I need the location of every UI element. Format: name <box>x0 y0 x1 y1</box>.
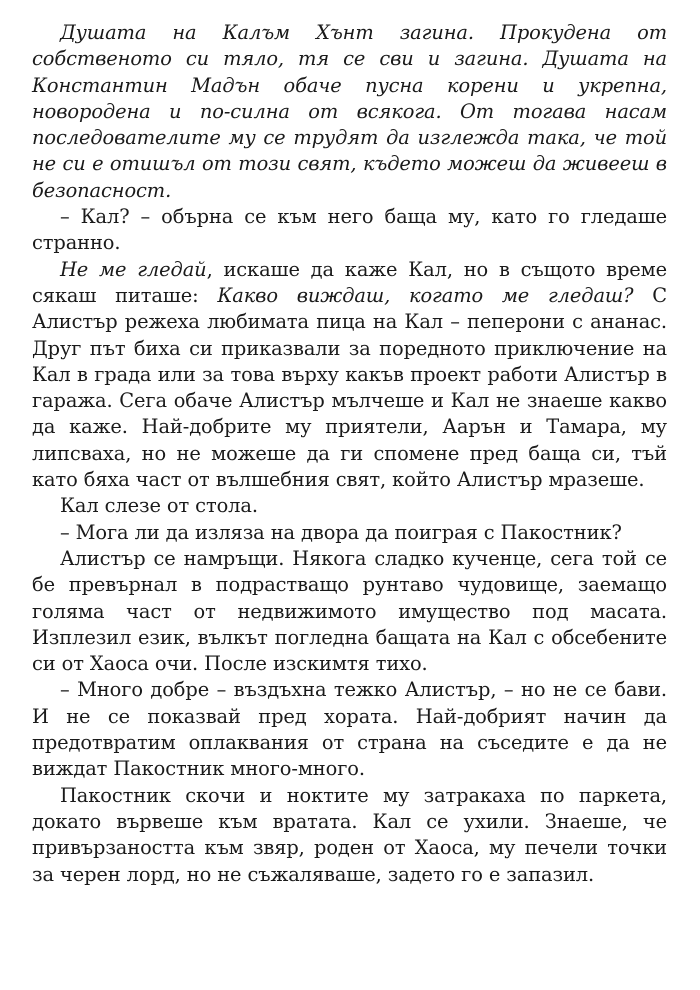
paragraph-2 <box>32 204 667 257</box>
dialogue-text: – Много добре – въздъхна тежко Алистър, – но не се бави. И не се показвай пред хората. Най-добрият начин да предотвратим оплаквания от страна на съседите е да не виждат Пакостник много-много. <box>32 678 667 781</box>
paragraph-4 <box>32 493 667 519</box>
paragraph-7 <box>32 677 667 782</box>
body-text: Пакостник скочи и ноктите му затракаха по паркета, докато вървеше към вратата. Кал се ухили. Знаеше, че привързаността към звяр, роден от Хаоса, му печели точки за черен лорд, но не съжаляваше, задето го е запазил. <box>32 783 667 886</box>
italic-text: Душата на Калъм Хънт загина. Прокудена от собственото си тяло, тя се сви и загина. Душата на Константин Мадън обаче пусна корени и укрепна, новородена и по-силна от всякога. От тогава насам последователите му се трудят да изглежда така, че той не си е отишъл от този свят, където можеш да живееш в безопасност. <box>32 21 667 202</box>
paragraph-8 <box>32 783 667 888</box>
book-page <box>32 20 667 888</box>
paragraph-6 <box>32 546 667 677</box>
body-text: Кал слезе от стола. <box>60 494 258 518</box>
dialogue-text: – Мога ли да изляза на двора да поиграя с Пакостник? <box>60 520 622 544</box>
italic-text: Какво виждаш, когато ме гледаш? <box>217 283 634 307</box>
paragraph-1 <box>32 20 667 204</box>
paragraph-5 <box>32 520 667 546</box>
paragraph-3 <box>32 257 667 494</box>
body-text: С Алистър режеха любимата пица на Кал – пеперони с ананас. Друг път биха си приказвали за поредното приключение на Кал в града или за това върху какъв проект работи Алистър в гаража. Сега обаче Алистър мълчеше и Кал не знаеше какво да каже. Най-добрите му приятели, Аарън и Тамара, му липсваха, но не можеше да ги спомене пред баща си, тъй като бяха част от вълшебния свят, който Алистър мразеше. <box>32 283 667 492</box>
body-text: Алистър се намръщи. Някога сладко кученце, сега той се бе превърнал в подрастващо рунтаво чудовище, заемащо голяма част от недвижимото имущество под масата. Изплезил език, вълкът погледна бащата на Кал с обсебените си от Хаоса очи. После изскимтя тихо. <box>32 546 667 676</box>
body-text: , искаше да каже Кал, но в същото време сякаш питаше: <box>32 257 667 307</box>
dialogue-text: – Кал? – обърна се към него баща му, като го гледаше странно. <box>32 205 667 255</box>
italic-text: Не ме гледай <box>60 257 207 281</box>
